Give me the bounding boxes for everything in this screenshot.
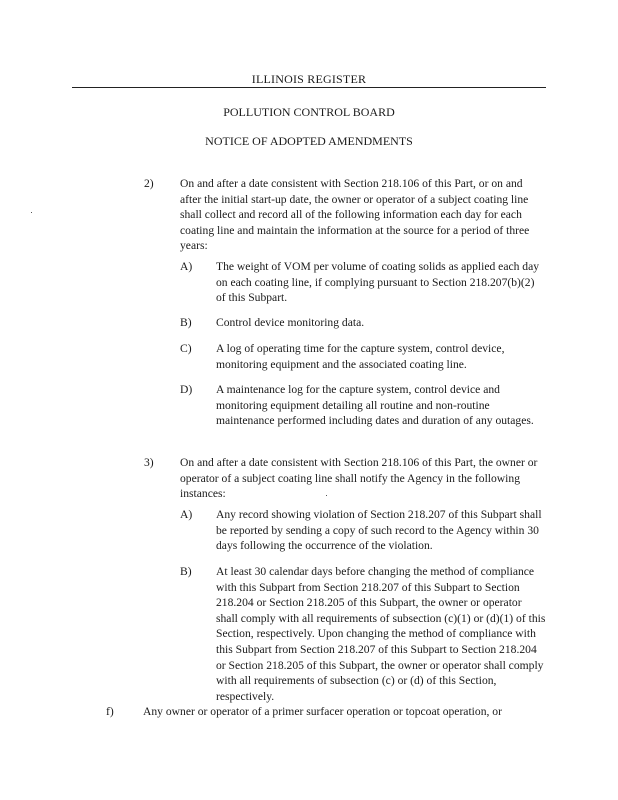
- list-item: [180, 341, 546, 373]
- item-marker: B): [180, 565, 192, 578]
- item-marker: 3): [144, 456, 154, 469]
- item-marker: D): [180, 383, 193, 396]
- scan-speck: [31, 212, 32, 213]
- item-text: Any record showing violation of Section 218.207 of this Subpart shall be reported by sending a copy of such record to the Agency within 30 days following the occurrence of the violation.: [216, 508, 542, 553]
- item-marker: f): [106, 705, 114, 718]
- item-text: On and after a date consistent with Section 218.106 of this Part, the owner or operator of a subject coating line shall notify the Agency in the following instances:: [180, 456, 538, 501]
- list-item: [180, 259, 546, 307]
- item-text: Control device monitoring data.: [216, 316, 365, 329]
- item-text: The weight of VOM per volume of coating solids as applied each day on each coating line, if complying pursuant to Section 218.207(b)(2) of this Subpart.: [216, 260, 540, 305]
- list-item: [106, 704, 546, 720]
- list-item: [180, 564, 546, 703]
- item-text: On and after a date consistent with Section 218.106 of this Part, or on and after the initial start-up date, the owner or operator of a subject coating line shall collect and record all of the following information each day for each coating line and maintain the information at the source for a period of three years:: [180, 177, 530, 253]
- item-marker: 2): [144, 177, 154, 190]
- item-marker: C): [180, 342, 192, 355]
- item-text: At least 30 calendar days before changing the method of compliance with this Subpart from Section 218.207 of this Subpart to Section 218.204 or Section 218.205 of this Subpart, the owner or operator shall comply with all requirements of subsection (c)(1) or (d)(1) of this Section, respectively. Upon changing the method of compliance with this Subpart from Section 218.207 of this Subpart to Section 218.204 or Section 218.205 of this Subpart, the owner or operator shall comply with all requirements of subsection (c) or (d) of this Section, respectively.: [216, 565, 546, 703]
- board-title: POLLUTION CONTROL BOARD: [223, 105, 395, 119]
- item-marker: A): [180, 260, 193, 273]
- list-item: [180, 382, 546, 446]
- item-text: A maintenance log for the capture system, control device and monitoring equipment detailing all routine and non-routine maintenance performed including dates and duration of any outages.: [216, 383, 534, 428]
- list-item: [180, 507, 546, 555]
- scan-speck: [326, 495, 327, 496]
- register-header: [72, 70, 546, 88]
- notice-title: NOTICE OF ADOPTED AMENDMENTS: [205, 134, 413, 148]
- register-title: ILLINOIS REGISTER: [251, 72, 367, 86]
- list-item: [144, 455, 546, 503]
- header-rule: [72, 87, 546, 88]
- list-item: [180, 315, 546, 331]
- list-item: [144, 176, 546, 253]
- item-text: A log of operating time for the capture system, control device, monitoring equipment and the associated coating line.: [216, 342, 505, 371]
- item-text: Any owner or operator of a primer surfacer operation or topcoat operation, or: [143, 705, 502, 718]
- item-marker: A): [180, 508, 193, 521]
- item-marker: B): [180, 316, 192, 329]
